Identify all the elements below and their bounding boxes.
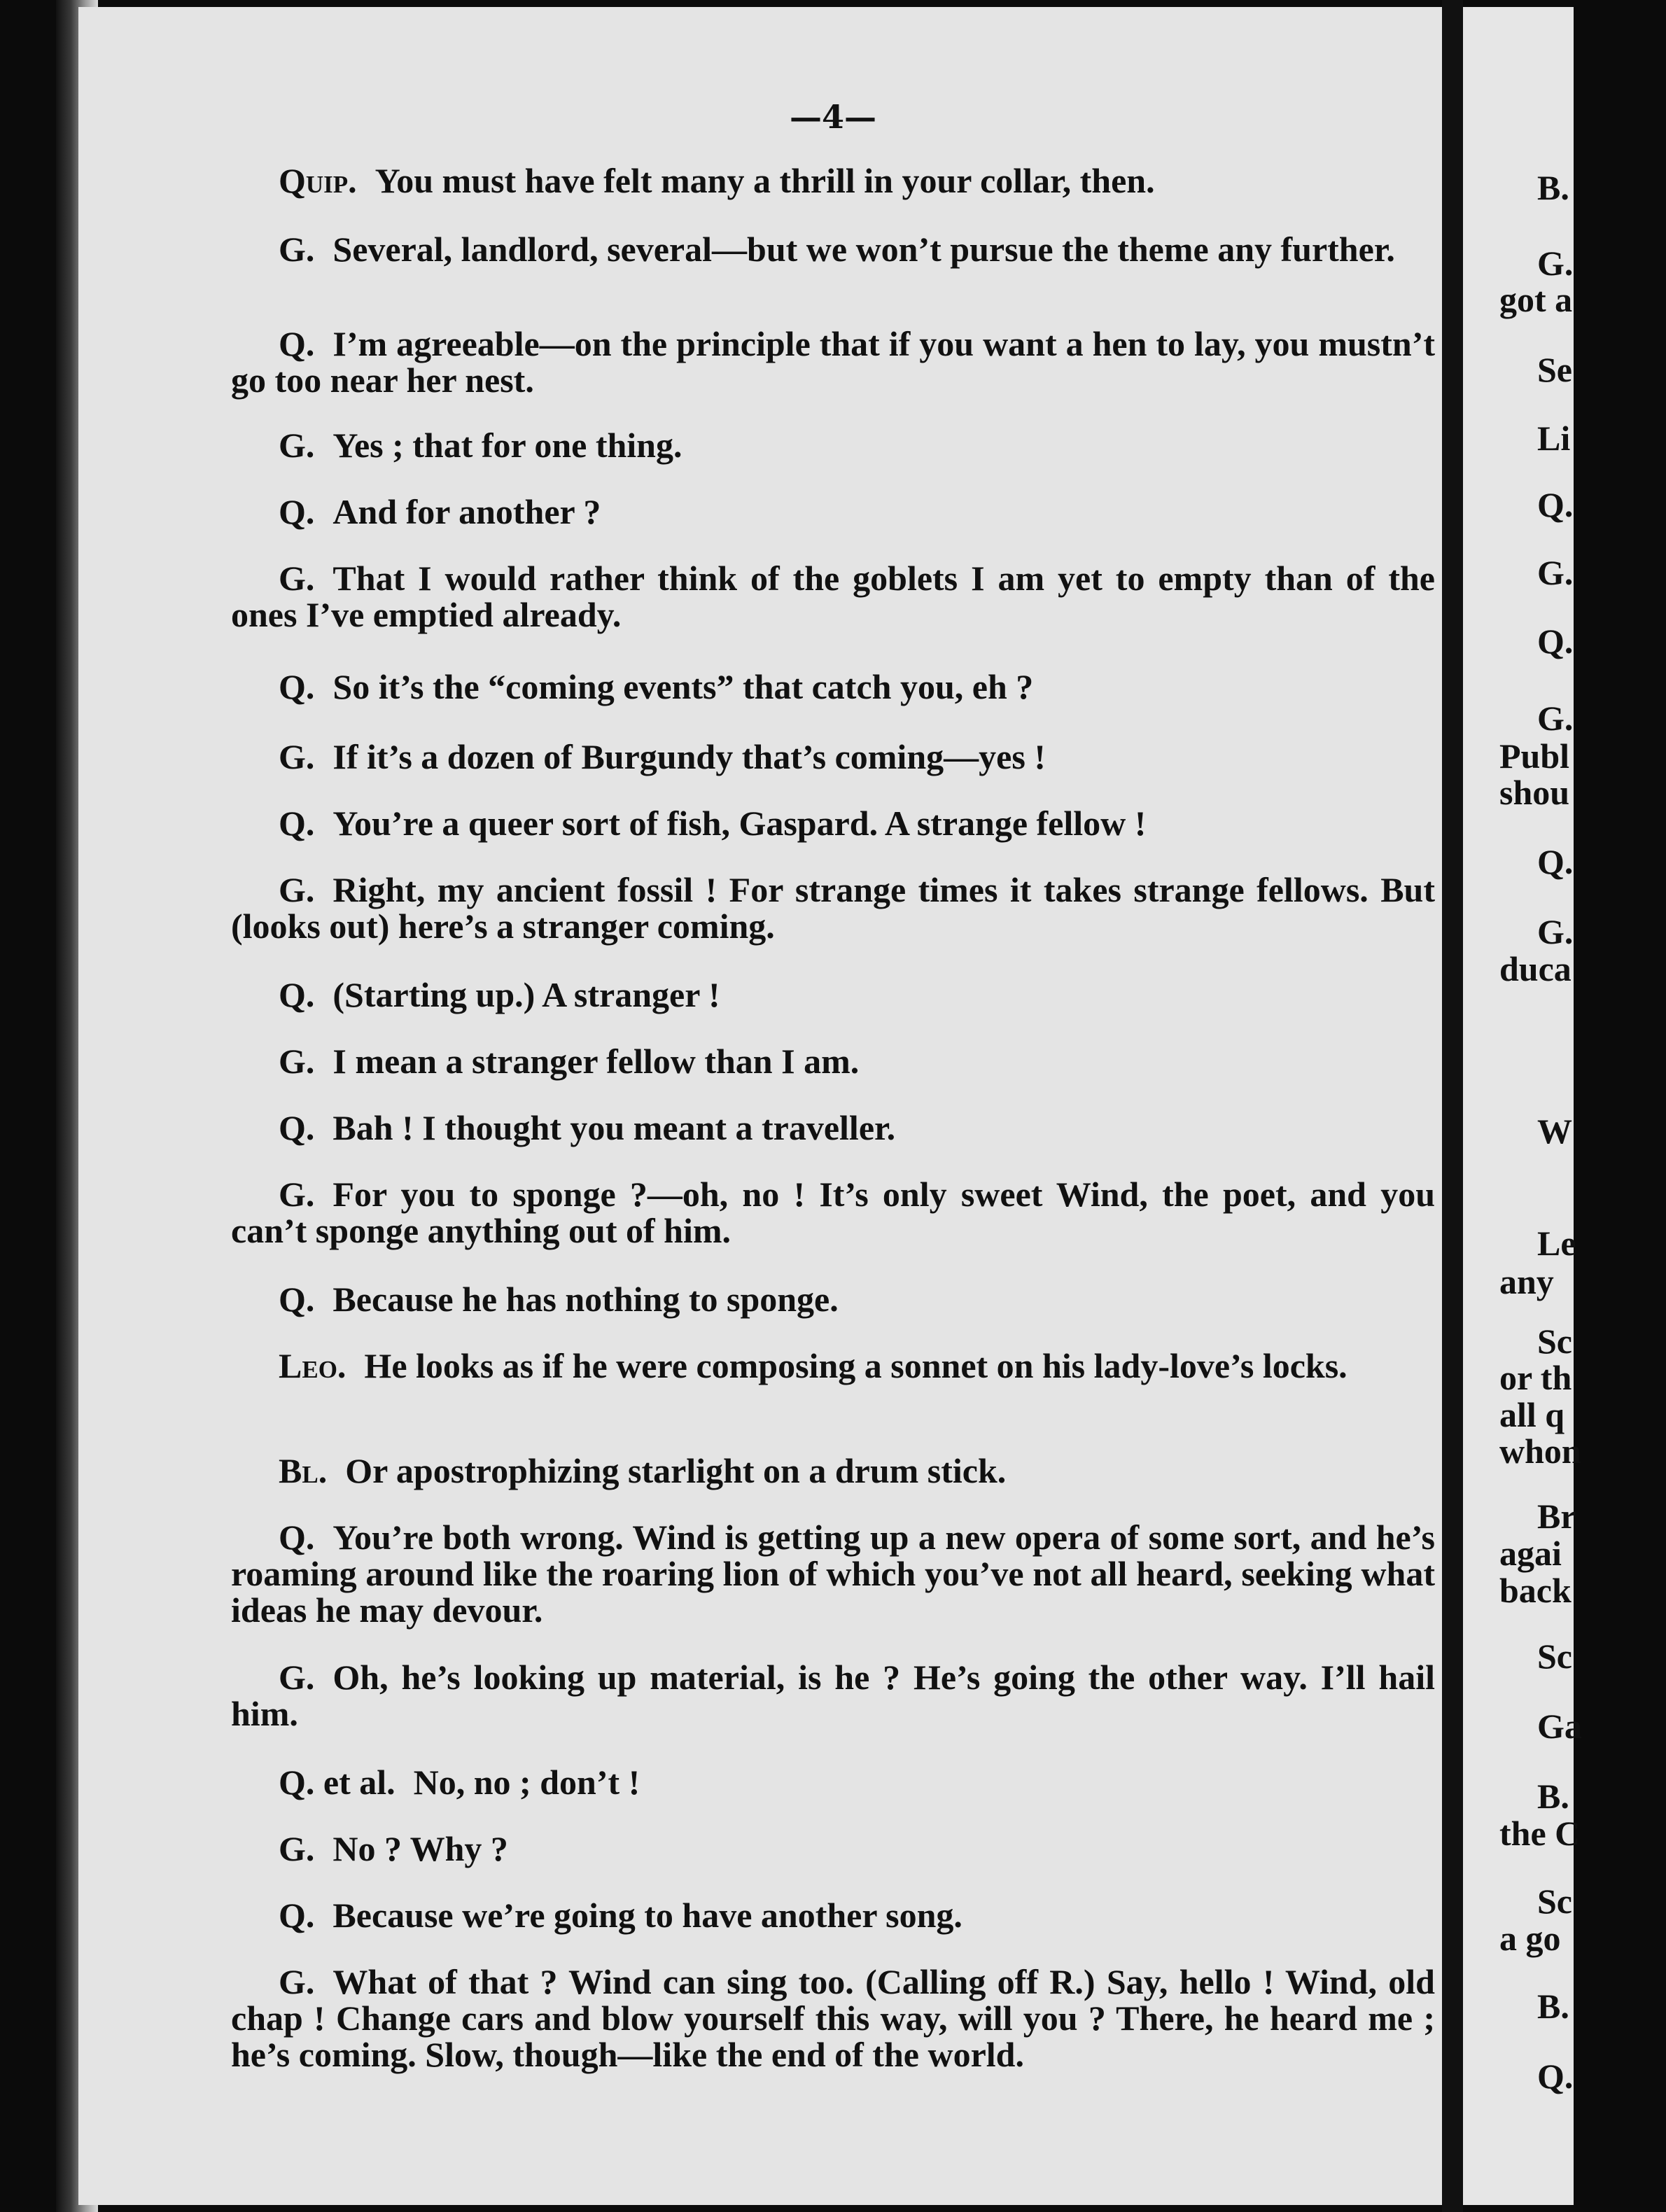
right-page-fragment: Sc <box>1537 1637 1572 1676</box>
right-page-fragment: got a <box>1499 280 1573 319</box>
speech-text: So it’s the “coming events” that catch you, eh ? <box>332 667 1034 706</box>
right-page-fragment: or th <box>1499 1358 1572 1397</box>
speaker-label: G. <box>279 1829 315 1868</box>
speaker-label: Q. <box>279 804 315 843</box>
speaker-label: Quip. <box>279 161 357 200</box>
dialogue-paragraph <box>231 976 1435 1013</box>
speaker-label: Q. <box>279 1280 315 1319</box>
speaker-label: Leo. <box>279 1346 346 1385</box>
dialogue-paragraph <box>231 1452 1435 1489</box>
speaker-label: G. <box>279 1175 315 1214</box>
speaker-label: G. <box>279 426 315 465</box>
right-page-fragment: Sc <box>1537 1322 1572 1361</box>
dialogue-paragraph <box>231 1043 1435 1079</box>
dialogue-paragraph <box>231 805 1435 841</box>
right-page-fragment: W <box>1537 1112 1572 1151</box>
right-page-edge <box>1463 7 1582 2205</box>
speech-text: No, no ; don’t ! <box>413 1763 640 1802</box>
dialogue-paragraph <box>231 1110 1435 1146</box>
right-page-fragment: any <box>1499 1262 1554 1301</box>
speech-text: And for another ? <box>332 492 601 531</box>
speaker-label: Q. <box>279 1108 315 1147</box>
speaker-label: G. <box>279 559 315 598</box>
speech-text: If it’s a dozen of Burgundy that’s coming—yes ! <box>332 737 1046 776</box>
page-number: —4— <box>789 98 876 136</box>
right-page-fragment: agai <box>1499 1534 1562 1573</box>
right-page-fragment: duca <box>1499 949 1572 988</box>
right-page-fragment: Q. <box>1537 2057 1574 2096</box>
speech-text: No ? Why ? <box>332 1829 508 1868</box>
speaker-label: Q. <box>279 1518 315 1557</box>
dialogue-paragraph <box>231 1519 1435 1628</box>
speaker-label: G. <box>279 230 315 269</box>
speaker-label: Q. <box>279 324 315 363</box>
speech-text: For you to sponge ?—oh, no ! It’s only sweet Wind, the poet, and you can’t sponge anything out of him. <box>231 1175 1435 1250</box>
dialogue-paragraph <box>231 427 1435 463</box>
dialogue-paragraph <box>231 231 1435 267</box>
speech-text: You must have felt many a thrill in your collar, then. <box>374 161 1155 200</box>
right-page-fragment: Le <box>1537 1224 1576 1263</box>
right-page-fragment: Q. <box>1537 485 1574 524</box>
speech-text: He looks as if he were composing a sonnet on his lady-love’s locks. <box>364 1346 1348 1385</box>
speech-text: I mean a stranger fellow than I am. <box>332 1042 860 1081</box>
dialogue-paragraph <box>231 1830 1435 1867</box>
speech-text: (Starting up.) A stranger ! <box>332 975 720 1014</box>
right-page-fragment: Br <box>1537 1497 1576 1536</box>
speech-text: Because we’re going to have another song. <box>332 1896 962 1935</box>
speaker-label: Bl. <box>279 1451 328 1490</box>
speech-text: Yes ; that for one thing. <box>332 426 682 465</box>
dialogue-paragraph <box>231 738 1435 775</box>
speech-text: Because he has nothing to sponge. <box>332 1280 839 1319</box>
speaker-label: G. <box>279 870 315 909</box>
right-page-fragment: B. <box>1537 1987 1569 2026</box>
speaker-label: Q. <box>279 975 315 1014</box>
speaker-label: G. <box>279 1042 315 1081</box>
dialogue-paragraph <box>231 1659 1435 1732</box>
right-page-fragment: B. <box>1537 1777 1569 1816</box>
right-page-fragment: Q. <box>1537 842 1574 881</box>
dialogue-paragraph <box>231 326 1435 398</box>
speech-text: Oh, he’s looking up material, is he ? He’s going the other way. I’ll hail him. <box>231 1658 1435 1733</box>
right-page-fragment: Sc <box>1537 1882 1572 1921</box>
right-page-fragment: G. <box>1537 553 1574 592</box>
right-page-fragment: G. <box>1537 244 1574 283</box>
dialogue-paragraph <box>231 1281 1435 1317</box>
speaker-label: G. <box>279 737 315 776</box>
right-page-fragment: Li <box>1537 419 1571 458</box>
right-page-fragment: Publ <box>1499 736 1570 776</box>
speaker-label: Q. <box>279 1896 315 1935</box>
book-spine <box>1442 0 1463 2212</box>
speaker-label: Q. <box>279 492 315 531</box>
right-page-fragment: whon <box>1499 1432 1581 1471</box>
right-page-fragment: G. <box>1537 699 1574 738</box>
speaker-label: Q. et al. <box>279 1763 396 1802</box>
speech-text: You’re a queer sort of fish, Gaspard. A strange fellow ! <box>332 804 1147 843</box>
dialogue-paragraph <box>231 162 1435 199</box>
speech-text: You’re both wrong. Wind is getting up a new opera of some sort, and he’s roaming around like the roaring lion of which you’ve not all heard, seeking what ideas he may devour. <box>231 1518 1435 1630</box>
speech-text: Or apostrophizing starlight on a drum stick. <box>345 1451 1007 1490</box>
dialogue-paragraph <box>231 1897 1435 1933</box>
right-page-fragment: Q. <box>1537 622 1574 661</box>
dialogue-paragraph <box>231 1764 1435 1800</box>
dialogue-paragraph <box>231 872 1435 944</box>
right-page-fragment: all q <box>1499 1395 1565 1434</box>
right-page-fragment: B. <box>1537 168 1569 207</box>
speaker-label: G. <box>279 1962 315 2001</box>
right-page-fragment: a go <box>1499 1919 1561 1958</box>
right-page-fragment: the C <box>1499 1814 1581 1853</box>
speech-text: Several, landlord, several—but we won’t pursue the theme any further. <box>332 230 1395 269</box>
right-page-fragment: Ga <box>1537 1707 1582 1746</box>
right-page-fragment: shou <box>1499 773 1570 812</box>
right-page-fragment: G. <box>1537 912 1574 951</box>
speech-text: That I would rather think of the goblets I am yet to empty than of the ones I’ve emptied already. <box>231 559 1435 634</box>
speech-text: Right, my ancient fossil ! For strange times it takes strange fellows. But (looks out) here’s a stranger coming. <box>231 870 1435 946</box>
speech-text: I’m agreeable—on the principle that if you want a hen to lay, you mustn’t go too near her nest. <box>231 324 1435 400</box>
dialogue-paragraph <box>231 560 1435 633</box>
speech-text: What of that ? Wind can sing too. (Calling off R.) Say, hello ! Wind, old chap ! Change cars and blow yourself this way, will you ? There, he heard me ; he’s coming. Slow, though—like the end of the world. <box>231 1962 1435 2074</box>
speech-text: Bah ! I thought you meant a traveller. <box>332 1108 896 1147</box>
dialogue-paragraph <box>231 668 1435 705</box>
dialogue-paragraph <box>231 1348 1435 1384</box>
speaker-label: Q. <box>279 667 315 706</box>
right-page-fragment: back <box>1499 1571 1572 1610</box>
right-page-fragment: Se <box>1537 350 1572 389</box>
dialogue-paragraph <box>231 1963 1435 2073</box>
dialogue-paragraph <box>231 493 1435 530</box>
speaker-label: G. <box>279 1658 315 1697</box>
dialogue-paragraph <box>231 1176 1435 1249</box>
